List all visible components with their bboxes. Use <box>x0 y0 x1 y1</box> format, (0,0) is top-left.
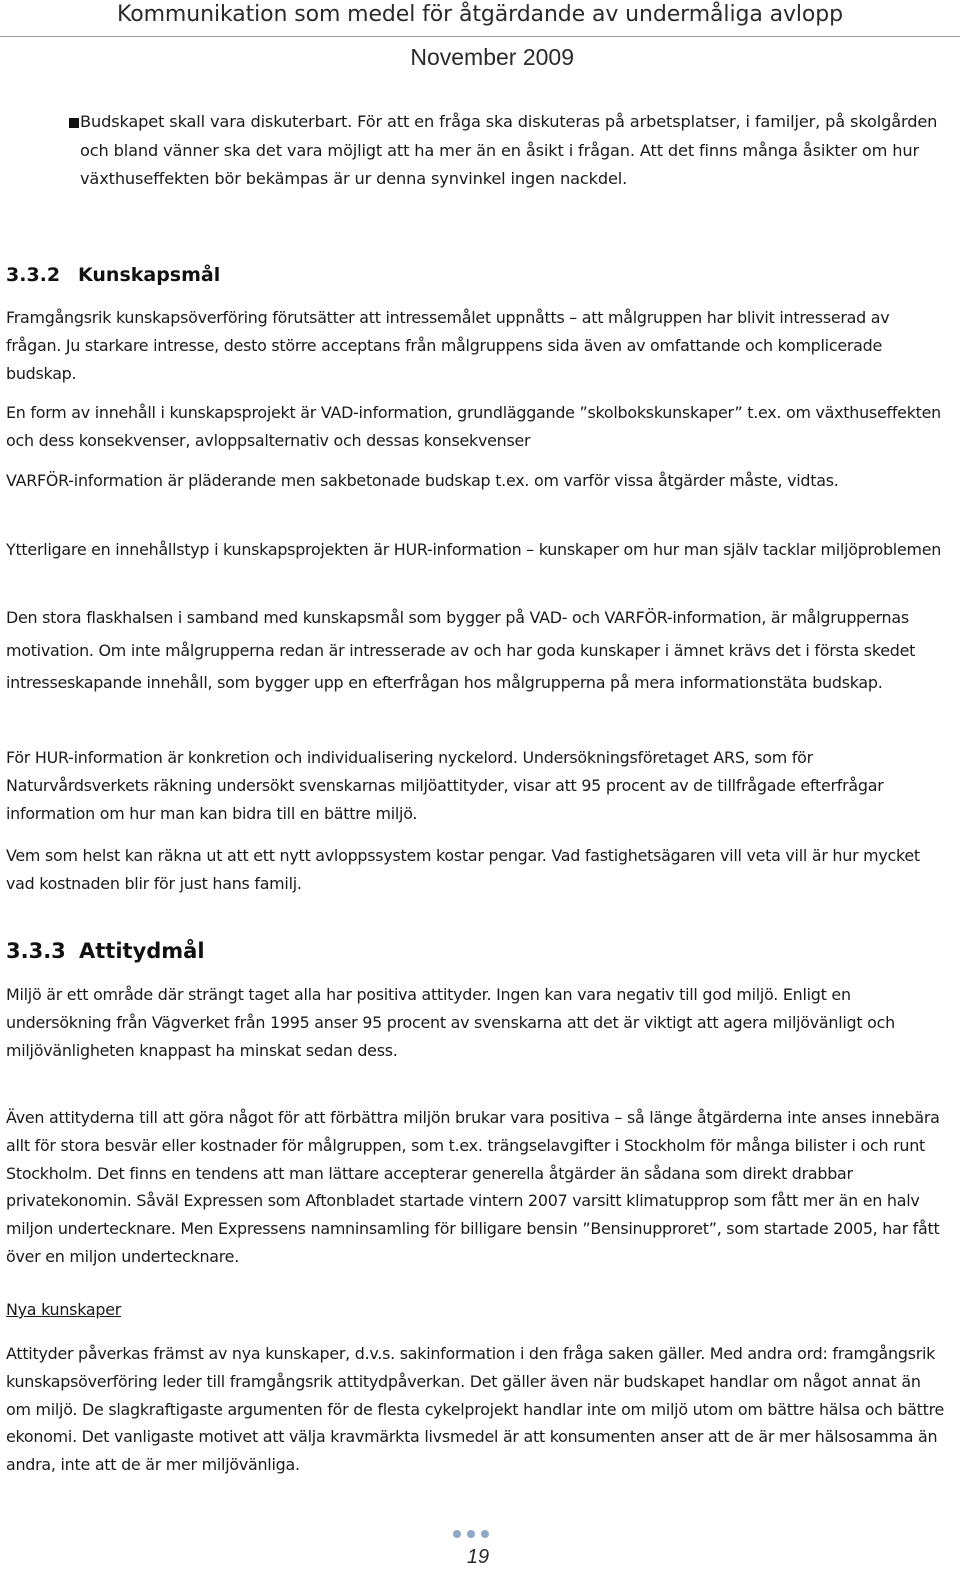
section-heading-3-3-2 <box>6 262 220 288</box>
page-number: 19 <box>466 1546 490 1568</box>
dot <box>453 1530 461 1538</box>
paragraph: VARFÖR-information är pläderande men sakbetonade budskap t.ex. om varför vissa åtgärder måste, vidtas. <box>6 471 839 490</box>
paragraph: För HUR-information är konkretion och individualisering nyckelord. Undersökningsföretaget ARS, som för Naturvårdsverkets räkning undersökt svenskarnas miljöattityder, visar att 95 procent av de tillfrågade efterfrågar information om hur man kan bidra till en bättre miljö. <box>6 748 884 823</box>
section-title: Kunskapsmål <box>78 264 221 286</box>
square-bullet-icon <box>69 118 79 128</box>
paragraph: Den stora flaskhalsen i samband med kunskapsmål som bygger på VAD- och VARFÖR-information, är målgruppernas motivation. Om inte målgrupperna redan är intresserade av och har goda kunskaper i ämnet krävs det i första skedet intresseskapande innehåll, som bygger upp en efterfrågan hos målgrupperna på mera informationstäta budskap. <box>6 608 916 693</box>
running-header-title: Kommunikation som medel för åtgärdande av undermåliga avlopp <box>117 2 843 27</box>
paragraph: Attityder påverkas främst av nya kunskaper, d.v.s. sakinformation i den fråga saken gäller. Med andra ord: framgångsrik kunskapsöverföring leder till framgångsrik attitydpåverkan. Det gäller även när budskapet handlar om något annat än om miljö. De slagkraftigaste argumenten för de flesta cykelprojekt handlar inte om miljö utom om bättre hälsa och bättre ekonomi. Det vanligaste motivet att välja kravmärkta livsmedel är att konsumenten anser att de är mer hälsosamma än andra, inte att de är mer miljövänliga. <box>6 1344 945 1475</box>
paragraph: Miljö är ett område där strängt taget alla har positiva attityder. Ingen kan vara negativ till god miljö. Enligt en undersökning från Vägverket från 1995 anser 95 procent av svenskarna att det är viktigt att agera miljövänligt och miljövänligheten knappast ha minskat sedan dess. <box>6 985 895 1060</box>
header-rule <box>0 36 960 37</box>
section-title: Attitydmål <box>79 939 205 963</box>
dot <box>467 1530 475 1538</box>
dot <box>481 1530 489 1538</box>
paragraph: Ytterligare en innehållstyp i kunskapsprojekten är HUR-information – kunskaper om hur man själv tacklar miljöproblemen <box>6 540 942 559</box>
running-header-date: November 2009 <box>410 44 574 70</box>
section-heading-3-3-3 <box>6 937 205 965</box>
section-number: 3.3.3 <box>6 939 66 963</box>
footer-dots-icon <box>453 1530 489 1538</box>
subheading-nya-kunskaper <box>6 1296 946 1324</box>
subheading-text: Nya kunskaper <box>6 1300 122 1319</box>
paragraph: Framgångsrik kunskapsöverföring förutsätter att intressemålet uppnåtts – att målgruppen har blivit intresserad av frågan. Ju starkare intresse, desto större acceptans från målgruppens sida även av omfattande och komplicerade budskap. <box>6 308 890 383</box>
bullet-item: Budskapet skall vara diskuterbart. För att en fråga ska diskuteras på arbetsplatser, i familjer, på skolgården och bland vänner ska det vara möjligt att ha mer än en åsikt i frågan. Att det finns många åsikter om hur växthuseffekten bör bekämpas är ur denna synvinkel ingen nackdel. <box>80 112 938 188</box>
paragraph: Även attityderna till att göra något för att förbättra miljön brukar vara positiva – så länge åtgärderna inte anses innebära allt för stora besvär eller kostnader för målgruppen, som t.ex. trängselavgifter i Stockholm för många bilister i och runt Stockholm. Det finns en tendens att man lättare accepterar generella åtgärder än sådana som direkt drabbar privatekonomin. Såväl Expressen som Aftonbladet startade vintern 2007 varsitt klimatupprop som fått mer än en halv miljon undertecknare. Men Expressens namninsamling för billigare bensin ”Bensinupproret”, som startade 2005, har fått över en miljon undertecknare. <box>6 1108 940 1266</box>
section-number: 3.3.2 <box>6 264 61 286</box>
paragraph: Vem som helst kan räkna ut att ett nytt avloppssystem kostar pengar. Vad fastighetsägaren vill veta vill är hur mycket vad kostnaden blir för just hans familj. <box>6 846 920 893</box>
paragraph: En form av innehåll i kunskapsprojekt är VAD-information, grundläggande ”skolbokskunskaper” t.ex. om växthuseffekten och dess konsekvenser, avloppsalternativ och dessas konsekvenser <box>6 403 941 450</box>
